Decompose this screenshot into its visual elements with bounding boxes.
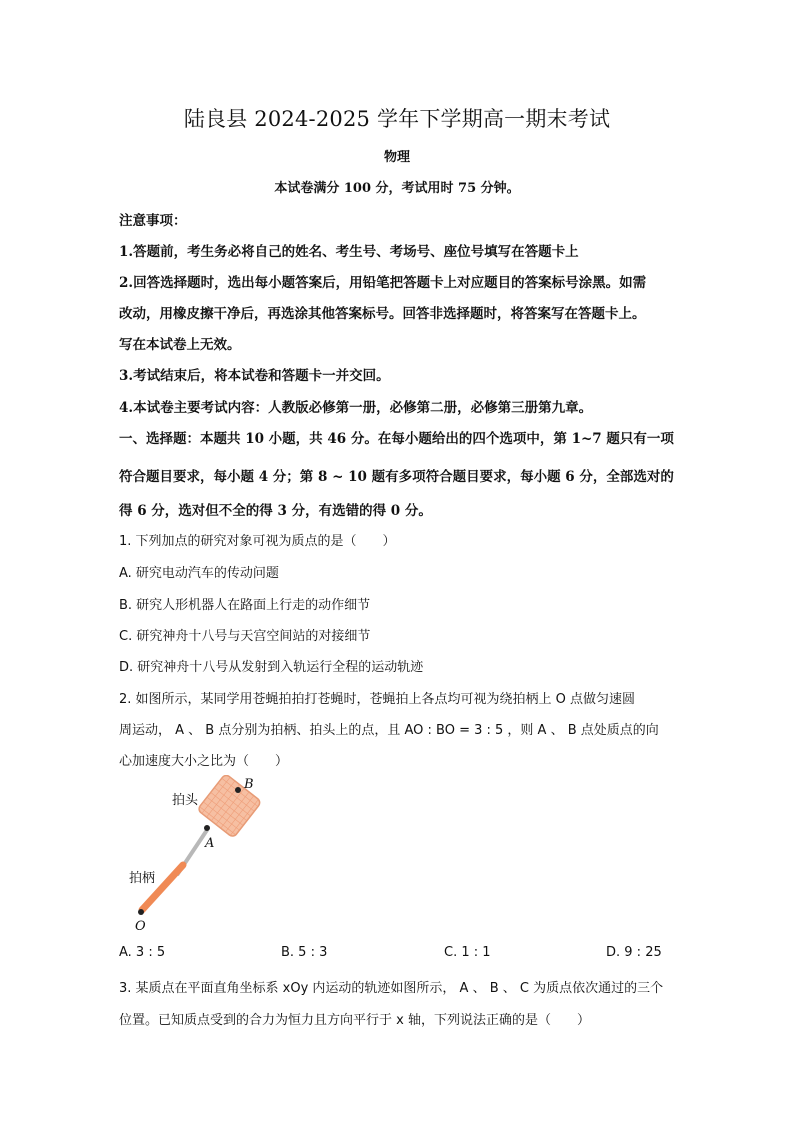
point-b-dot bbox=[235, 787, 241, 793]
section1-line-3: 得 6 分，选对但不全的得 3 分，有选错的得 0 分。 bbox=[119, 503, 432, 519]
q1-option-b: B. 研究人形机器人在路面上行走的动作细节 bbox=[119, 598, 371, 613]
q2-option-a: A. 3 : 5 bbox=[119, 945, 166, 960]
q2-option-d: D. 9 : 25 bbox=[606, 945, 662, 960]
q2-option-b: B. 5 : 3 bbox=[281, 945, 328, 960]
exam-title: 陆良县 2024-2025 学年下学期高一期末考试 bbox=[183, 107, 611, 131]
point-o-label: O bbox=[135, 919, 146, 934]
q3-line-1: 3. 某质点在平面直角坐标系 xOy 内运动的轨迹如图所示， A 、 B 、 C 为质点依次通过的三个 bbox=[119, 981, 664, 996]
exam-info: 本试卷满分 100 分，考试用时 75 分钟。 bbox=[274, 181, 520, 196]
note-2-line-2: 改动，用橡皮擦干净后，再选涂其他答案标号。回答非选择题时，将答案写在答题卡上。 bbox=[119, 306, 646, 322]
note-2-line-3: 写在本试卷上无效。 bbox=[119, 337, 241, 353]
q1-option-c: C. 研究神舟十八号与天宫空间站的对接细节 bbox=[119, 629, 371, 644]
note-4: 4.本试卷主要考试内容：人教版必修第一册，必修第二册，必修第三册第九章。 bbox=[119, 400, 593, 416]
note-3: 3.考试结束后，将本试卷和答题卡一并交回。 bbox=[119, 368, 390, 384]
notes-heading: 注意事项： bbox=[119, 213, 187, 229]
q1-stem: 1. 下列加点的研究对象可视为质点的是（ ） bbox=[119, 534, 396, 549]
section1-line-2: 符合题目要求，每小题 4 分；第 8 ~ 10 题有多项符合题目要求，每小题 6 分，全部选对的 bbox=[119, 469, 674, 485]
fly-swatter-figure bbox=[125, 775, 265, 935]
note-1: 1.答题前，考生务必将自己的姓名、考生号、考场号、座位号填写在答题卡上 bbox=[119, 244, 579, 260]
q2-option-c: C. 1 : 1 bbox=[444, 945, 491, 960]
q1-option-d: D. 研究神舟十八号从发射到入轨运行全程的运动轨迹 bbox=[119, 660, 424, 675]
note-2-line-1: 2.回答选择题时，选出每小题答案后，用铅笔把答题卡上对应题目的答案标号涂黑。如需 bbox=[119, 275, 647, 291]
section1-line-1: 一、选择题：本题共 10 小题，共 46 分。在每小题给出的四个选项中，第 1~7 题只有一项 bbox=[119, 431, 674, 447]
point-a-label: A bbox=[205, 836, 215, 851]
subject-title: 物理 bbox=[383, 150, 410, 165]
point-b-label: B bbox=[244, 777, 254, 792]
head-label: 拍头 bbox=[172, 793, 199, 808]
point-o-dot bbox=[138, 909, 144, 915]
q2-line-1: 2. 如图所示，某同学用苍蝇拍拍打苍蝇时，苍蝇拍上各点均可视为绕拍柄上 O 点做匀速圆 bbox=[119, 692, 636, 707]
q1-option-a: A. 研究电动汽车的传动问题 bbox=[119, 566, 279, 581]
q2-line-2: 周运动， A 、 B 点分别为拍柄、拍头上的点，且 AO : BO = 3 : 5 ，则 A 、 B 点处质点的向 bbox=[119, 723, 659, 738]
q2-line-3: 心加速度大小之比为（ ） bbox=[119, 754, 289, 769]
point-a-dot bbox=[204, 825, 210, 831]
q3-line-2: 位置。已知质点受到的合力为恒力且方向平行于 x 轴，下列说法正确的是（ ） bbox=[119, 1013, 590, 1028]
handle-label: 拍柄 bbox=[129, 871, 156, 886]
